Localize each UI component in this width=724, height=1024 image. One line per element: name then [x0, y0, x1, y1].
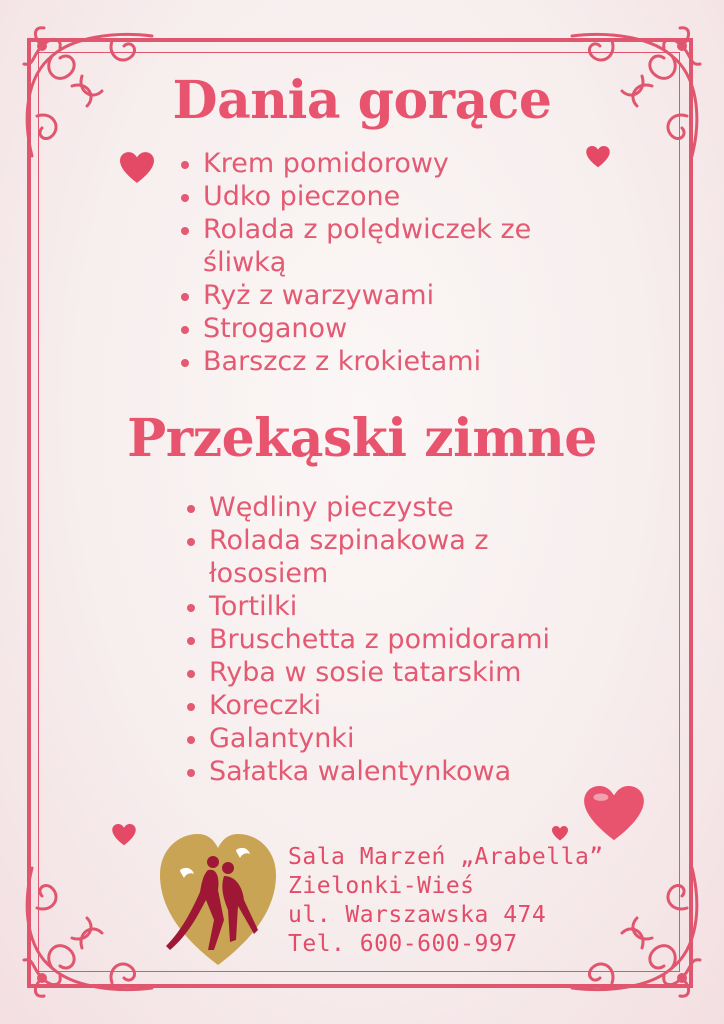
heart-icon: [552, 826, 568, 841]
list-item: Krem pomidorowy: [177, 147, 597, 180]
list-item: Ryż z warzywami: [177, 279, 597, 312]
heart-icon: [584, 786, 644, 842]
list-item: Udko pieczone: [177, 180, 597, 213]
list-item: Barszcz z krokietami: [177, 345, 597, 378]
venue-address: ul. Warszawska 474: [288, 902, 547, 928]
venue-name: Sala Marzeń „Arabella”: [288, 844, 604, 870]
corner-ornament-bottom-left: [12, 858, 162, 1008]
list-item: Wędliny pieczyste: [183, 491, 613, 524]
venue-phone: Tel. 600-600-997: [288, 931, 518, 957]
list-item: Ryba w sosie tatarskim: [183, 656, 613, 689]
list-item: Tortilki: [183, 590, 613, 623]
list-item: Stroganow: [177, 312, 597, 345]
list-item: Galantynki: [183, 722, 613, 755]
list-item: Bruschetta z pomidorami: [183, 623, 613, 656]
list-item: Sałatka walentynkowa: [183, 755, 613, 788]
hot-dishes-list: [177, 147, 597, 378]
venue-city: Zielonki-Wieś: [288, 873, 475, 899]
list-item: Koreczki: [183, 689, 613, 722]
dancing-couple-logo: [158, 820, 278, 970]
cold-snacks-list: [183, 491, 613, 788]
section-title-hot-dishes: Dania gorące: [172, 70, 552, 131]
heart-icon: [112, 824, 136, 846]
heart-icon: [120, 152, 154, 184]
contact-info: [288, 843, 604, 959]
section-title-cold-snacks: Przekąski zimne: [127, 408, 597, 469]
list-item: Rolada z polędwiczek ze śliwką: [177, 213, 597, 279]
list-item: Rolada szpinakowa z łososiem: [183, 524, 613, 590]
